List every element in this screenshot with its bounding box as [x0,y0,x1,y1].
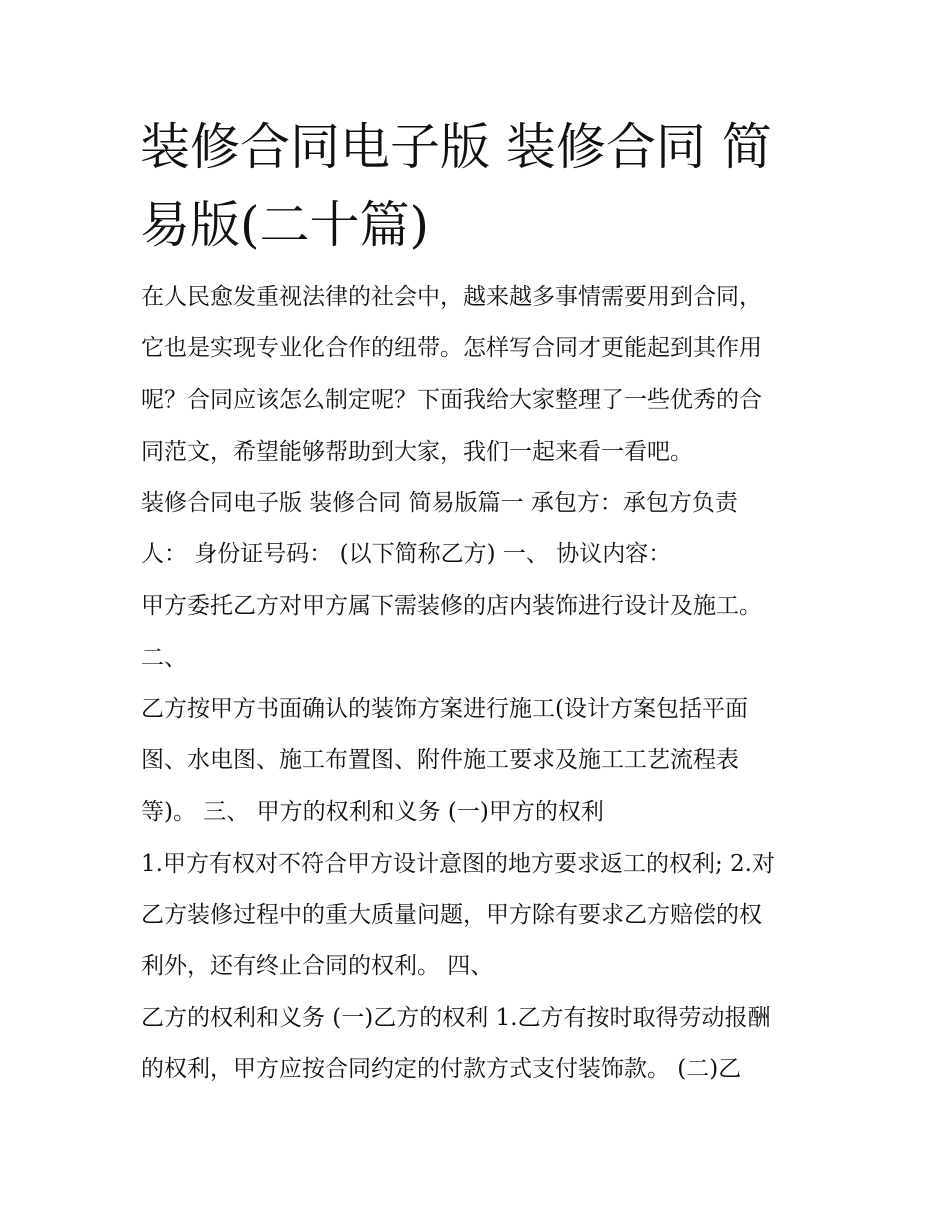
body-line: 它也是实现专业化合作的纽带。怎样写合同才更能起到其作用 [141,335,762,361]
body-line: 在人民愈发重视法律的社会中，越来越多事情需要用到合同， [141,284,762,310]
body-line: 1.甲方有权对不符合甲方设计意图的地方要求返工的权利; 2.对 [141,851,775,877]
title-line-1: 装修合同电子版 装修合同 简 [140,118,772,176]
body-line: 乙方的权利和义务 (一)乙方的权利 1.乙方有按时取得劳动报酬 [141,1005,771,1031]
body-line: 同范文，希望能够帮助到大家，我们一起来看一看吧。 [141,439,693,465]
body-line: 乙方按甲方书面确认的装饰方案进行施工(设计方案包括平面 [141,696,748,722]
body-line: 的权利，甲方应按合同约定的付款方式支付装饰款。 (二)乙 [141,1056,742,1082]
body-line: 等)。 三、 甲方的权利和义务 (一)甲方的权利 [141,799,604,825]
body-line: 甲方委托乙方对甲方属下需装修的店内装饰进行设计及施工。 [141,593,762,619]
body-line: 呢？合同应该怎么制定呢？下面我给大家整理了一些优秀的合 [141,387,762,413]
body-line: 装修合同电子版 装修合同 简易版篇一 承包方：承包方负责 [141,490,738,516]
body-line: 图、水电图、施工布置图、附件施工要求及施工工艺流程表 [141,747,739,773]
body-line: 人： 身份证号码： (以下简称乙方) 一、 协议内容： [141,541,672,567]
body-line: 乙方装修过程中的重大质量问题，甲方除有要求乙方赔偿的权 [141,902,762,928]
body-line: 利外，还有终止合同的权利。 四、 [141,953,494,979]
document-title [140,108,820,264]
body-line: 二、 [141,645,187,671]
title-line-2: 易版(二十篇) [140,196,430,254]
